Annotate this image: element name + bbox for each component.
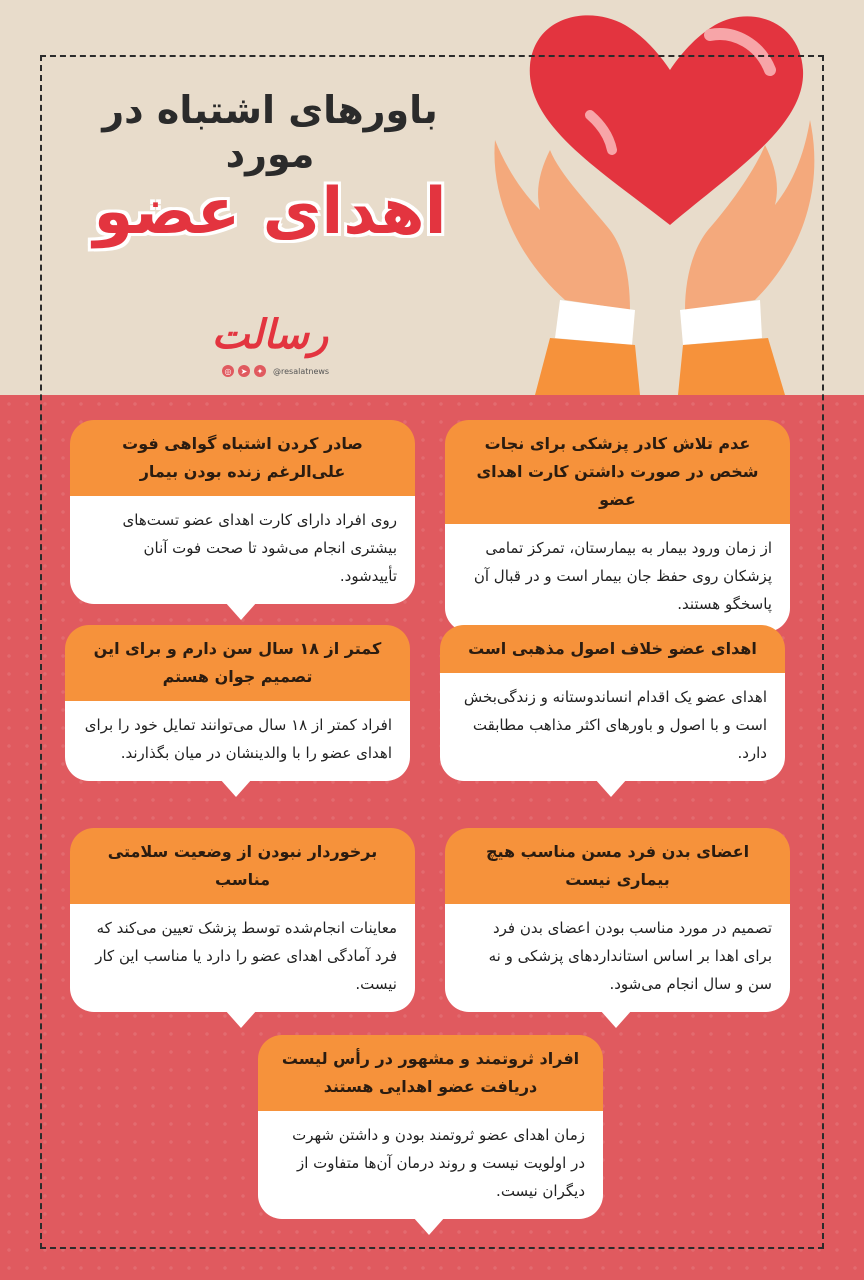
card-tail (600, 1010, 632, 1028)
telegram-icon[interactable]: ➤ (238, 365, 250, 377)
page-subtitle: اهدای عضو (93, 175, 447, 249)
page-title: باورهای اشتباه در مورد (102, 88, 438, 176)
myth-title: اهدای عضو خلاف اصول مذهبی است (440, 625, 785, 673)
myth-fact: تصمیم در مورد مناسب بودن اعضای بدن فرد برای اهدا بر اساس استانداردهای پزشکی و نه سن و سال انجام می‌شود. (445, 904, 790, 1012)
myth-card-5 (445, 828, 790, 1012)
myth-card-2 (70, 420, 415, 604)
social-bar (222, 364, 329, 378)
myth-card-1 (445, 420, 790, 632)
card-tail (595, 779, 627, 797)
myth-card-3 (440, 625, 785, 781)
myth-title: عدم تلاش کادر پزشکی برای نجات شخص در صورت داشتن کارت اهدای عضو (445, 420, 790, 524)
myth-title: کمتر از ۱۸ سال سن دارم و برای این تصمیم جوان هستم (65, 625, 410, 701)
card-tail (413, 1217, 445, 1235)
myth-fact: روی افراد دارای کارت اهدای عضو تست‌های بیشتری انجام می‌شود تا صحت فوت آنان تأییدشود. (70, 496, 415, 604)
myth-title: اعضای بدن فرد مسن مناسب هیچ بیماری نیست (445, 828, 790, 904)
card-tail (225, 1010, 257, 1028)
myth-fact: معاینات انجام‌شده توسط پزشک تعیین می‌کند که فرد آمادگی اهدای عضو را دارد یا مناسب این کار نیست. (70, 904, 415, 1012)
myth-fact: اهدای عضو یک اقدام انساندوستانه و زندگی‌بخش است و با اصول و باورهای اکثر مذاهب مطابقت دارد. (440, 673, 785, 781)
myth-card-6 (70, 828, 415, 1012)
instagram-icon[interactable]: ◎ (222, 365, 234, 377)
card-tail (225, 602, 257, 620)
myth-fact: افراد کمتر از ۱۸ سال می‌توانند تمایل خود را برای اهدای عضو را با والدینشان در میان بگذارند. (65, 701, 410, 781)
heart-hands-illustration (480, 0, 864, 395)
myth-fact: از زمان ورود بیمار به بیمارستان، تمرکز تمامی پزشکان روی حفظ جان بیمار است و در قبال آن پاسخگو هستند. (445, 524, 790, 632)
social-handle: @resalatnews (273, 366, 330, 376)
myth-card-4 (65, 625, 410, 781)
myth-title: صادر کردن اشتباه گواهی فوت علی‌الرغم زنده بودن بیمار (70, 420, 415, 496)
brand-logo: رسالت (211, 312, 329, 358)
twitter-icon[interactable]: ✦ (254, 365, 266, 377)
myth-fact: زمان اهدای عضو ثروتمند بودن و داشتن شهرت در اولویت نیست و روند درمان آن‌ها متفاوت از دیگران نیست. (258, 1111, 603, 1219)
myth-title: افراد ثروتمند و مشهور در رأس لیست دریافت عضو اهدایی هستند (258, 1035, 603, 1111)
card-tail (220, 779, 252, 797)
myth-title: برخوردار نبودن از وضعیت سلامتی مناسب (70, 828, 415, 904)
myth-card-7 (258, 1035, 603, 1219)
